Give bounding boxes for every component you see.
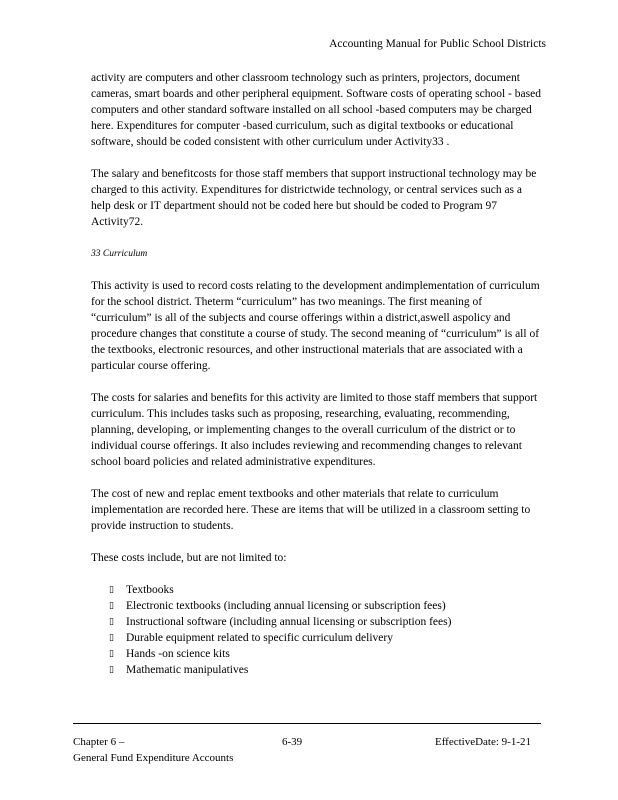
effective-date: EffectiveDate: 9-1-21 xyxy=(434,736,531,748)
list-item: ▯ Instructional software (including annual licensing or subscription fees) xyxy=(109,616,452,628)
footer-chapter-block xyxy=(73,734,233,766)
bullet-icon: ▯ xyxy=(109,665,114,675)
list-item: ▯ Textbooks xyxy=(109,584,174,596)
paragraph-curriculum-salaries: The costs for salaries and benefits for this activity are limited to those staff members that support curriculum. This includes tasks such as proposing, researching, evaluating, recommending, planning, developing, or implementing changes to the overall curriculum of the district or to individual course offerings. It also includes reviewing and recommending changes to relevant school board policies and related administrative expenditures. xyxy=(91,392,538,468)
bullet-icon: ▯ xyxy=(109,633,114,643)
running-header: Accounting Manual for Public School Districts xyxy=(329,38,546,50)
footer-divider xyxy=(73,723,541,724)
bullet-icon: ▯ xyxy=(109,617,114,627)
paragraph-costs-include: These costs include, but are not limited to: xyxy=(91,552,287,564)
bullet-icon: ▯ xyxy=(109,649,114,659)
paragraph-technology-items: activity are computers and other classroom technology such as printers, projectors, document cameras, smart boards and other peripheral equipment. Software costs of operating school - based computers and other standard software installed on all school -based computers may be charged here. Expenditures for computer -based curriculum, such as digital textbooks or educational software, should be coded consistent with other curriculum under Activity33 . xyxy=(91,72,541,148)
section-heading-curriculum: 33 Curriculum xyxy=(91,249,148,259)
paragraph-curriculum-textbooks: The cost of new and replac ement textbooks and other materials that relate to curriculum implementation are recorded here. These are items that will be utilized in a classroom setting to provide instruction to students. xyxy=(91,488,531,532)
list-item: ▯ Durable equipment related to specific curriculum delivery xyxy=(109,632,393,644)
list-item: ▯ Mathematic manipulatives xyxy=(109,664,249,676)
bullet-icon: ▯ xyxy=(109,601,114,611)
bullet-icon: ▯ xyxy=(109,585,114,595)
footer-chapter: Chapter 6 – xyxy=(73,736,125,748)
paragraph-curriculum-definition: This activity is used to record costs relating to the development andimplementation of curriculum for the school district. Theterm “curriculum” has two meanings. The first meaning of “curriculum” is all of the subjects and course offerings within a district,aswell aspolicy and procedure changes that constitute a course of study. The second meaning of “curriculum” is all of the textbooks, electronic resources, and other instructional materials that are associated with a particular course offering. xyxy=(91,280,540,372)
cost-list xyxy=(91,582,541,678)
list-item: ▯ Electronic textbooks (including annual licensing or subscription fees) xyxy=(109,600,446,612)
body-content xyxy=(91,70,541,678)
page-number: 6-39 xyxy=(282,736,303,748)
list-item: ▯ Hands -on science kits xyxy=(109,648,230,660)
paragraph-technology-salary: The salary and benefitcosts for those staff members that support instructional technology may be charged to this activity. Expenditures for districtwide technology, or central services such as a help desk or IT department should not be coded here but should be coded to Program 97 Activity72. xyxy=(91,168,537,228)
footer-section: General Fund Expenditure Accounts xyxy=(73,752,234,764)
